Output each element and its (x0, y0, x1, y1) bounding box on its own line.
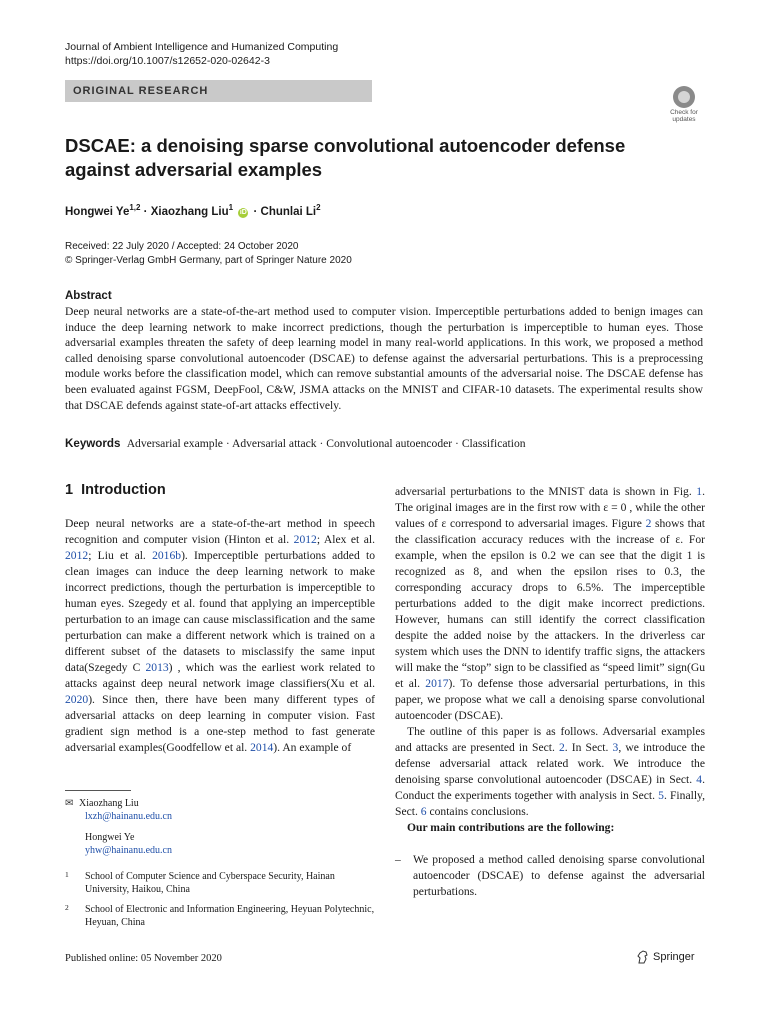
author-list: Hongwei Ye$^{1,2}$ · Xiaozhang Liu$^1$ iD · Chunlai Li$^2$ (65, 203, 321, 218)
affiliation-number: 1 (65, 870, 69, 879)
affiliation-text: School of Computer Science and Cyberspace Security, Hainan University, Haikou, China (85, 871, 335, 895)
publisher-name: Springer (653, 951, 695, 963)
contributions-heading: Our main contributions are the following: (407, 821, 615, 834)
citation-link[interactable]: 2017 (425, 677, 449, 690)
author-affil-sup: 1,2 (129, 203, 141, 212)
paper-title: DSCAE: a denoising sparse convolutional autoencoder defense against adversarial examples (65, 135, 626, 180)
affiliation-1 (65, 870, 375, 896)
section-link[interactable]: 3 (612, 741, 619, 754)
check-updates-icon (673, 86, 695, 108)
footnote-divider (65, 790, 131, 791)
check-updates-line2: updates (672, 116, 696, 123)
corr-name: Xiaozhang Liu (79, 798, 139, 809)
intro-paragraph-2: adversarial perturbations to the MNIST data is shown in Fig. 1. The original images are in the first row with ε = 0 , while the other values of ε correspond to adversarial images. Figure 2 shows that the classification accuracy reduces with the increase of ε. For example, when the epsilon is 0.2 we can see that the digit 1 is recognized as 8, and when the epsilon rises to 0.3, the corresponding accuracy drops to 6.5%. The imperceptible perturbations added to the digit make incorrect predictions. However, humans can still identify the correct classification despite the added noise by the attackers. In the driverless car system which uses the DNN to identify traffic signs, the attackers will make the “stop” sign to be classified as “speed limit” sign(Gu et al. 2017). To defense those adversarial perturbations, in this paper, we propose what we call a denoising sparse convolutional autoencoder (DSCAE). (395, 485, 705, 722)
section-title: Introduction (81, 482, 166, 498)
bullet-dash: – (395, 853, 401, 866)
author-name[interactable]: Chunlai Li (260, 205, 317, 218)
corr-email[interactable]: lxzh@hainanu.edu.cn (85, 811, 172, 822)
citation-link[interactable]: 2012 (293, 533, 317, 546)
author-name[interactable]: Hongwei Ye (65, 205, 130, 218)
affiliation-2 (65, 903, 375, 929)
affiliation-number: 2 (65, 903, 69, 912)
figure-link[interactable]: 1 (696, 485, 703, 498)
correspondence-block (65, 797, 172, 857)
check-updates-line1: Check for (670, 109, 698, 116)
contribution-item (395, 852, 705, 900)
springer-horse-icon (636, 950, 649, 964)
figure-link[interactable]: 2 (645, 517, 652, 530)
received-accepted: Received: 22 July 2020 / Accepted: 24 October 2020 (65, 241, 299, 252)
citation-link[interactable]: 2014 (250, 741, 274, 754)
citation-link[interactable]: 2013 (145, 661, 169, 674)
corr-email[interactable]: yhw@hainanu.edu.cn (85, 845, 172, 856)
article-type-banner: ORIGINAL RESEARCH (65, 80, 372, 102)
keywords-line (65, 437, 705, 450)
article-dates (65, 240, 352, 268)
orcid-icon[interactable]: iD (239, 208, 247, 216)
citation-link[interactable]: 2012 (65, 549, 89, 562)
citation-link[interactable]: 2016b (152, 549, 182, 562)
section-link[interactable]: 6 (420, 805, 427, 818)
author-name[interactable]: Xiaozhang Liu (150, 205, 229, 218)
keywords-heading: Keywords (65, 437, 121, 450)
section-link[interactable]: 4 (696, 773, 703, 786)
right-column-body (395, 484, 705, 900)
section-link[interactable]: 2 (559, 741, 565, 754)
intro-paragraph-1: Deep neural networks are a state-of-the-art method in speech recognition and computer vision (Hinton et al. 2012; Alex et al. 2012; Liu et al. 2016b). Imperceptible perturbations added to clean images can induce the deep learning network to make incorrect predictions, though the perturbation is imperceptible to human eyes. Szegedy et al. found that applying an imperceptible perturbation to an image can cause misclassification and the same perturbation can make a different network which is trained on a different subset of the datasets to misclassify the same input data(Szegedy C 2013) , which was the earliest work related to attacks against deep neural network image classifiers(Xu et al. 2020). Since then, there have been many different types of adversarial attacks on deep learning in computer vision. Fast gradient sign method is a one-step method to fast generate adversarial examples(Goodfellow et al. 2014). An example of (65, 517, 375, 754)
envelope-icon: ✉ (65, 798, 74, 809)
keywords-text: Adversarial example · Adversarial attack · Convolutional autoencoder · Classification (126, 437, 526, 450)
abstract-heading: Abstract (65, 290, 112, 302)
abstract-text: Deep neural networks are a state-of-the-art method used to computer vision. Imperceptible perturbations added to benign images can induce the deep learning network to make incorrect predictions, though the perturbation is imperceptible to human eyes. Those adversarial examples threaten the safety of deep learning model in many real-world applications. In this work, we proposed a method called denoising sparse convolutional autoencoder (DSCAE) to defense against the adversarial perturbations. This is a preprocessing module works before the classification model, which can remove substantial amounts of the adversarial noise. The DSCAE defense has been evaluated against FGSM, DeepFool, C&W, JSMA attacks on the MNIST and CIFAR-10 datasets. The experimental results show that DSCAE defends against state-of-art attacks effectively. (65, 305, 703, 412)
citation-link[interactable]: 2020 (65, 693, 89, 706)
journal-name: Journal of Ambient Intelligence and Humanized Computing (65, 41, 339, 53)
abstract-section (65, 290, 703, 413)
published-online: Published online: 05 November 2020 (65, 953, 222, 964)
journal-header (65, 40, 338, 68)
check-for-updates-badge[interactable] (664, 86, 704, 124)
author-affil-sup: 1 (228, 203, 234, 212)
doi-link[interactable]: https://doi.org/10.1007/s12652-020-02642-3 (65, 55, 270, 67)
left-column-body (65, 516, 375, 756)
corr-name: Hongwei Ye (85, 832, 135, 843)
publisher-logo (636, 950, 695, 964)
contribution-text: We proposed a method called denoising sparse convolutional autoencoder (DSCAE) to defense against the adversarial perturbations. (413, 853, 705, 898)
section-number: 1 (65, 482, 74, 498)
copyright-line: © Springer-Verlag GmbH Germany, part of Springer Nature 2020 (65, 255, 352, 266)
section-link[interactable]: 5 (658, 789, 664, 802)
outline-paragraph: The outline of this paper is as follows. Adversarial examples and attacks are presented in Sect. 2. In Sect. 3, we introduce the defense adversarial attack related work. We introduce the denoising sparse convolutional autoencoder (DSCAE) in Sect. 4. Conduct the experiments together with analysis in Sect. 5. Finally, Sect. 6 contains conclusions. (395, 725, 705, 818)
section-heading-introduction (65, 482, 166, 498)
author-affil-sup: 2 (316, 203, 321, 212)
affiliation-text: School of Electronic and Information Engineering, Heyuan Polytechnic, Heyuan, China (85, 904, 375, 928)
